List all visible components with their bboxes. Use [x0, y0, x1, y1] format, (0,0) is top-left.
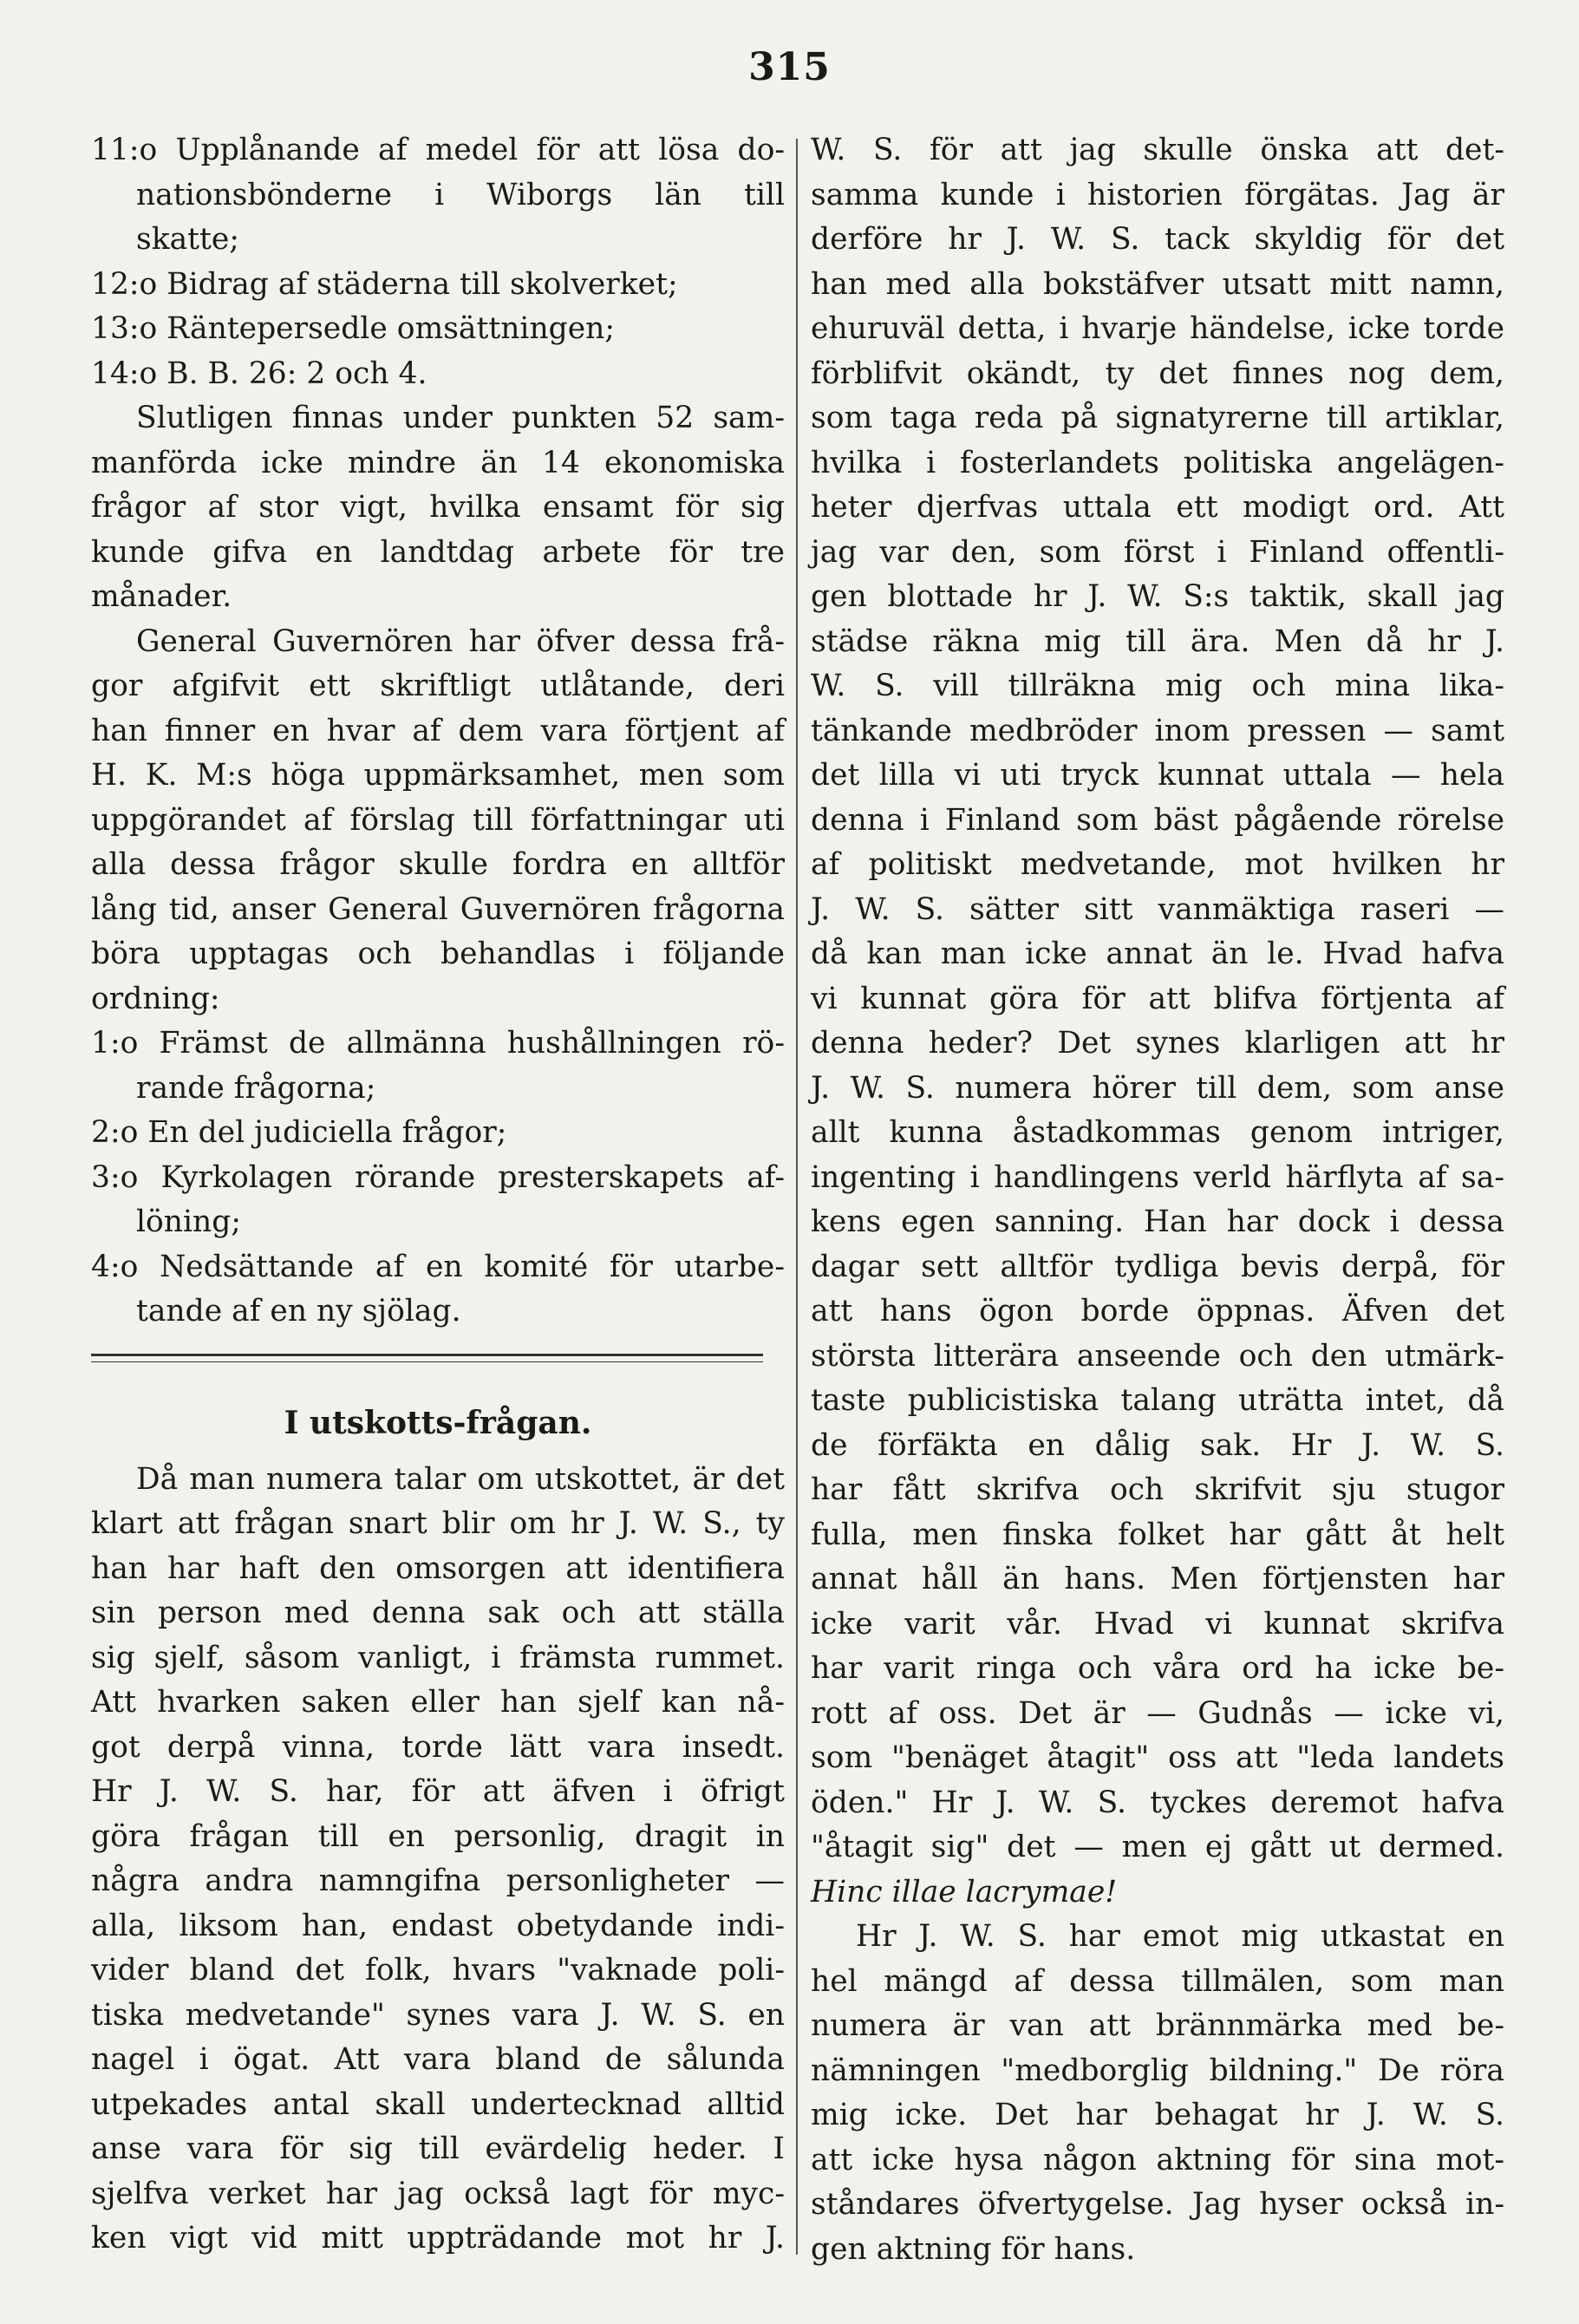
text-line: J. W. S. numera hörer till dem, som anse [811, 1070, 1504, 1106]
text-line: de förfäkta en dålig sak. Hr J. W. S. [811, 1427, 1504, 1463]
text-line: nämningen "medborglig bildning." De röra [811, 2053, 1504, 2088]
text-line: städse räkna mig till ära. Men då hr J. [811, 623, 1504, 659]
text-line: vider bland det folk, hvars "vaknade poli- [91, 1953, 785, 1988]
text-line: samma kunde i historien förgätas. Jag är [811, 177, 1504, 212]
text-line: han har haft den omsorgen att identifiera [91, 1550, 785, 1586]
text-line: denna heder? Det synes klarligen att hr [811, 1026, 1504, 1061]
text-line: 14:o B. B. 26: 2 och 4. [91, 356, 427, 391]
text-line: 4:o Nedsättande af en komité för utarbe- [91, 1249, 785, 1284]
text-line: H. K. M:s höga uppmärksamhet, men som [91, 758, 785, 793]
left-column-text-before [91, 128, 785, 1335]
text-line: några andra namngifna personligheter — [91, 1864, 785, 1898]
text-line: sin person med denna sak och att ställa [91, 1596, 785, 1630]
text-line: största litterära anseende och den utmärk- [811, 1338, 1504, 1374]
text-line: "åtagit sig" det — men ej gått ut dermed. [811, 1830, 1504, 1864]
text-line: löning; [136, 1204, 241, 1239]
text-line: månader. [91, 579, 232, 614]
text-line: anse vara för sig till evärdelig heder. I [91, 2131, 785, 2166]
text-line: tande af en ny sjölag. [136, 1294, 461, 1328]
text-line: fulla, men finska folket har gått åt helt [811, 1517, 1504, 1552]
text-line: hel mängd af dessa tillmälen, som man [811, 1963, 1504, 1999]
text-line: göra frågan till en personlig, dragit in [91, 1818, 785, 1854]
text-line: öden." Hr J. W. S. tyckes deremot hafva [811, 1785, 1504, 1820]
text-line: tiska medvetande" synes vara J. W. S. en [91, 1997, 785, 2033]
column-divider [796, 139, 798, 2255]
text-line: utpekades antal skall undertecknad alltid [91, 2086, 785, 2122]
text-line: Hinc illae lacrymae! [811, 1874, 1118, 1909]
text-line: hvilka i fosterlandets politiska angelägen- [811, 445, 1504, 480]
text-line: Då man numera talar om utskottet, är det [136, 1461, 785, 1497]
text-line: alla dessa frågor skulle fordra en alltför [91, 847, 785, 882]
text-line: det lilla vi uti tryck kunnat uttala — hela [811, 758, 1504, 793]
text-line: Hr J. W. S. har emot mig utkastat en [856, 1919, 1504, 1954]
text-line: dagar sett alltför tydliga bevis derpå, för [811, 1249, 1504, 1284]
text-line: Slutligen finnas under punkten 52 sam- [136, 401, 785, 435]
text-line: frågor af stor vigt, hvilka ensamt för sig [91, 490, 785, 525]
text-line: gen aktning för hans. [811, 2231, 1136, 2267]
text-line: gor afgifvit ett skriftligt utlåtande, deri [91, 669, 785, 703]
text-line: som taga reda på signatyrerne till artiklar, [811, 401, 1504, 435]
text-line: har varit ringa och våra ord ha icke be- [811, 1651, 1504, 1686]
text-line: rande frågorna; [136, 1070, 376, 1106]
text-line: skatte; [136, 222, 239, 257]
text-line: nationsbönderne i Wiborgs län till [136, 177, 785, 212]
text-line: alla, liksom han, endast obetydande indi- [91, 1908, 785, 1943]
text-line: mig icke. Det har behagat hr J. W. S. [811, 2098, 1504, 2132]
right-column-text [811, 128, 1504, 2272]
text-line: numera är van att brännmärka med be- [811, 2008, 1504, 2043]
text-line: Hr J. W. S. har, för att äfven i öfrigt [91, 1774, 785, 1809]
text-line: lång tid, anser General Guvernören frågorna [91, 891, 785, 927]
text-line: ingenting i handlingens verld härflyta af sa- [811, 1159, 1504, 1195]
text-line: jag var den, som först i Finland offentli- [811, 534, 1504, 570]
text-line: ordning: [91, 981, 220, 1016]
text-line: rott af oss. Det är — Gudnås — icke vi, [811, 1695, 1504, 1731]
text-line: icke varit vår. Hvad vi kunnat skrifva [811, 1606, 1504, 1642]
text-line: att hans ögon borde öppnas. Äfven det [811, 1294, 1504, 1328]
text-line: klart att frågan snart blir om hr J. W. S., ty [91, 1506, 785, 1541]
section-heading: I utskotts-frågan. [284, 1404, 592, 1441]
text-line: W. S. för att jag skulle önska att det- [811, 133, 1504, 167]
text-line: har fått skrifva och skrifvit sju stugor [811, 1472, 1504, 1507]
text-line: heter djerfvas uttala ett modigt ord. Att [811, 490, 1504, 525]
text-line: 1:o Främst de allmänna hushållningen rö- [91, 1026, 785, 1061]
text-line: taste publicistiska talang uträtta intet, då [811, 1383, 1504, 1418]
text-line: af politiskt medvetande, mot hvilken hr [811, 847, 1504, 882]
text-line: derföre hr J. W. S. tack skyldig för det [811, 222, 1504, 257]
text-line: att icke hysa någon aktning för sina mot- [811, 2142, 1504, 2177]
text-line: gen blottade hr J. W. S:s taktik, skall jag [811, 579, 1504, 614]
text-line: han med alla bokstäfver utsatt mitt namn, [811, 266, 1504, 302]
text-line: som "benäget åtagit" oss att "leda landets [811, 1740, 1504, 1775]
text-line: J. W. S. sätter sitt vanmäktiga raseri — [811, 891, 1504, 927]
text-line: böra upptagas och behandlas i följande [91, 937, 785, 971]
page-number: 315 [748, 45, 831, 89]
text-line: ken vigt vid mitt uppträdande mot hr J. [91, 2221, 785, 2255]
text-line: sjelfva verket har jag också lagt för myc- [91, 2176, 785, 2211]
text-line: 12:o Bidrag af städerna till skolverket; [91, 266, 678, 302]
text-line: nagel i ögat. Att vara bland de sålunda [91, 2042, 785, 2077]
text-line: kens egen sanning. Han har dock i dessa [811, 1204, 1504, 1239]
text-line: vi kunnat göra för att blifva förtjenta af [811, 981, 1504, 1016]
text-line: 3:o Kyrkolagen rörande presterskapets af- [91, 1159, 785, 1195]
text-line: kunde gifva en landtdag arbete för tre [91, 534, 785, 570]
text-line: Att hvarken saken eller han sjelf kan nå- [91, 1685, 785, 1720]
text-line: sig sjelf, såsom vanligt, i främsta rummet. [91, 1640, 785, 1675]
text-line: annat håll än hans. Men förtjensten har [811, 1562, 1504, 1596]
text-line: denna i Finland som bäst pågående rörelse [811, 802, 1504, 838]
text-line: 13:o Räntepersedle omsättningen; [91, 311, 616, 346]
right-column [811, 128, 1504, 2272]
left-column [91, 128, 785, 2262]
text-line: han finner en hvar af dem vara förtjent af [91, 713, 785, 748]
text-line: då kan man icke annat än le. Hvad hafva [811, 937, 1504, 971]
text-line: ståndares öfvertygelse. Jag hyser också in- [811, 2187, 1504, 2222]
text-line: 2:o En del judiciella frågor; [91, 1115, 507, 1150]
text-line: ehuruväl detta, i hvarje händelse, icke torde [811, 311, 1504, 346]
text-line: General Guvernören har öfver dessa frå- [136, 623, 785, 659]
text-line: manförda icke mindre än 14 ekonomiska [91, 445, 785, 480]
text-line: allt kunna åstadkommas genom intriger, [811, 1115, 1504, 1150]
section-divider [91, 1354, 763, 1362]
text-line: W. S. vill tillräkna mig och mina lika- [811, 669, 1504, 703]
text-line: 11:o Upplånande af medel för att lösa do- [91, 133, 785, 167]
text-line: uppgörandet af förslag till författningar uti [91, 802, 785, 838]
text-line: got derpå vinna, torde lätt vara insedt. [91, 1729, 785, 1765]
left-column-text-after [91, 1458, 785, 2262]
text-line: förblifvit okändt, ty det finnes nog dem, [811, 356, 1504, 391]
text-line: tänkande medbröder inom pressen — samt [811, 713, 1504, 748]
